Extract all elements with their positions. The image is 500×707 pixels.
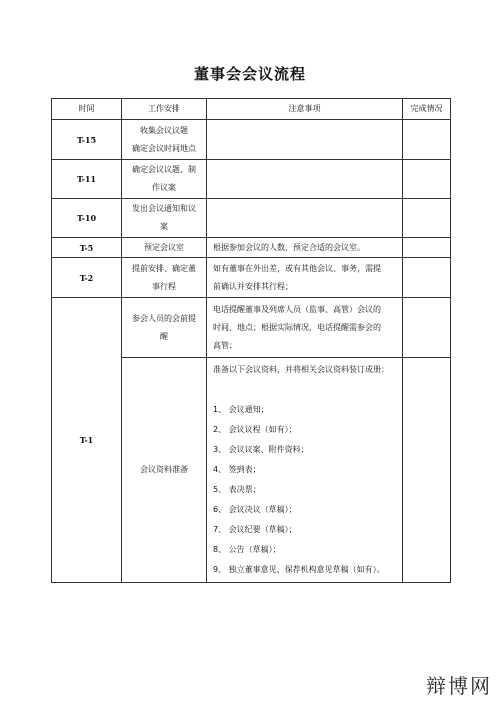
list-item: 7、 会议纪要（草稿）；	[213, 525, 297, 534]
task-cell	[122, 199, 207, 238]
list-item: 6、 会议决议（草稿）；	[213, 505, 297, 514]
list-item: 9、 独立董事意见、保荐机构意见草稿（如有）。	[213, 565, 385, 574]
header-notes: 注意事项	[207, 99, 403, 120]
time-cell: T-5	[52, 238, 122, 258]
task-line: 发出会议通知和议	[132, 204, 196, 213]
task-line: 预定会议室	[144, 242, 184, 252]
list-item: 4、 签到表；	[213, 465, 261, 474]
status-cell	[403, 238, 451, 258]
task-line: 事行程	[152, 281, 176, 291]
task-line: 醒	[160, 331, 168, 341]
note-line: 时间、地点；根据实际情况，电话提醒需参会的	[213, 322, 381, 332]
header-task: 工作安排	[122, 99, 207, 120]
task-line: 作议案	[152, 183, 176, 192]
table-row	[52, 160, 451, 199]
task-line: 参会人员的会前提	[132, 313, 196, 323]
task-line: 确定会议时间地点	[132, 143, 196, 153]
note-cell	[207, 238, 403, 258]
note-intro: 准备以下会议资料，并将相关会议资料装订成册：	[213, 365, 389, 374]
task-line: 会议资料准备	[140, 465, 188, 474]
note-line: 如有董事在外出差，或有其他会议、事务，需提	[213, 263, 381, 273]
task-cell	[122, 160, 207, 199]
status-cell	[403, 199, 451, 238]
meeting-process-table	[51, 98, 451, 583]
header-status: 完成情况	[403, 99, 451, 120]
status-cell	[403, 358, 451, 583]
note-line: 根据参加会议的人数，预定合适的会议室。	[213, 242, 365, 252]
note-cell	[207, 160, 403, 199]
note-spacer	[213, 380, 398, 400]
task-line: 确定会议议题、制	[132, 165, 196, 174]
table-row	[52, 298, 451, 358]
table-row	[52, 238, 451, 258]
note-cell	[207, 120, 403, 160]
status-cell	[403, 298, 451, 358]
task-cell	[122, 358, 207, 583]
table-header-row	[52, 99, 451, 120]
task-cell	[122, 258, 207, 298]
task-line: 案	[160, 222, 168, 231]
note-cell	[207, 298, 403, 358]
list-item: 8、 公告（草稿）；	[213, 545, 281, 554]
note-line: 前确认并安排其行程；	[213, 281, 293, 291]
note-line: 高管；	[213, 340, 237, 350]
header-time: 时间	[52, 99, 122, 120]
task-cell	[122, 238, 207, 258]
table-row	[52, 120, 451, 160]
table-row	[52, 258, 451, 298]
status-cell	[403, 160, 451, 199]
status-cell	[403, 120, 451, 160]
time-cell: T-10	[52, 199, 122, 238]
note-cell	[207, 358, 403, 583]
list-item: 3、 会议议案、附件资料；	[213, 445, 309, 454]
time-cell: T-11	[52, 160, 122, 199]
task-line: 收集会议议题	[140, 125, 188, 135]
time-cell: T-1	[52, 298, 122, 583]
page-title: 董事会会议流程	[193, 65, 306, 83]
list-item: 5、 表决票；	[213, 485, 261, 494]
note-cell	[207, 199, 403, 238]
status-cell	[403, 258, 451, 298]
task-cell	[122, 120, 207, 160]
task-cell	[122, 298, 207, 358]
note-line: 电话提醒董事及列席人员（监事、高管）会议的	[213, 304, 381, 314]
time-cell: T-2	[52, 258, 122, 298]
list-item: 1、 会议通知；	[213, 405, 269, 414]
note-cell	[207, 258, 403, 298]
site-watermark: 辩博网	[426, 674, 492, 698]
time-cell: T-15	[52, 120, 122, 160]
task-line: 提前安排、确定董	[132, 263, 196, 273]
list-item: 2、 会议议程（如有）；	[213, 425, 297, 434]
table-row	[52, 199, 451, 238]
